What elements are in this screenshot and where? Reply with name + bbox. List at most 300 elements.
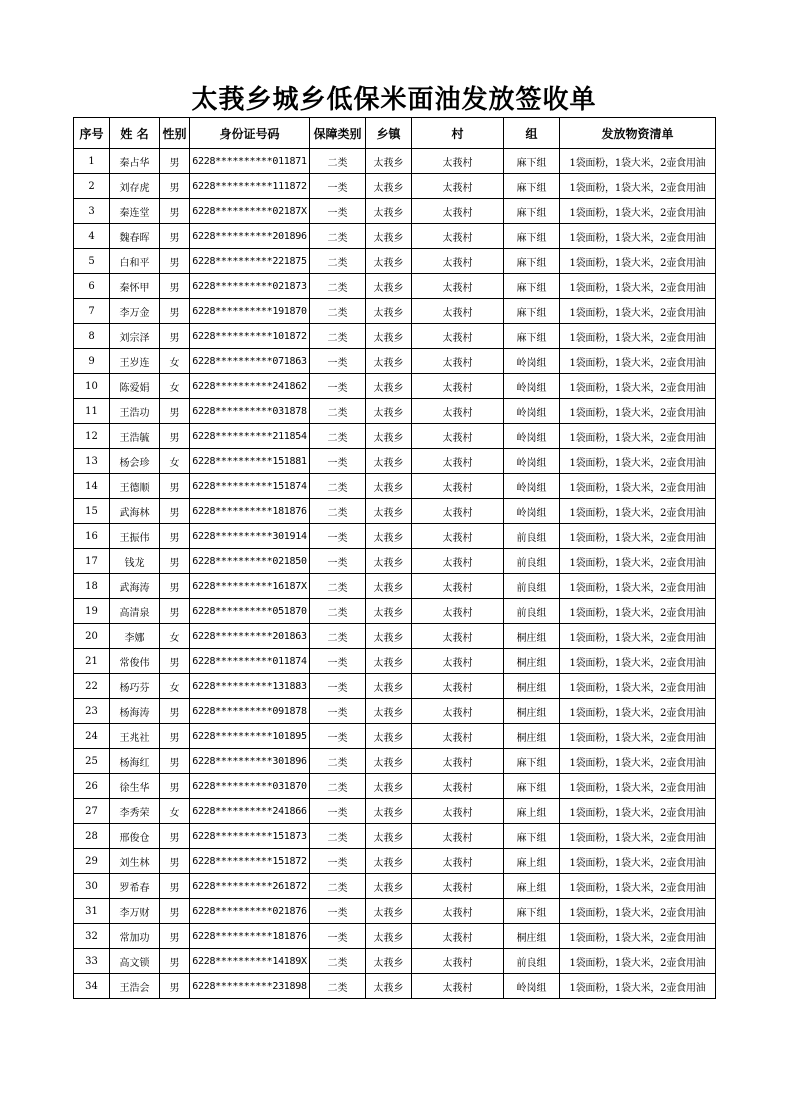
id-number-cell: 6228**********021876 (190, 899, 310, 924)
category-cell: 一类 (310, 174, 366, 199)
serial-cell: 13 (74, 449, 110, 474)
village-cell: 太莪村 (412, 649, 504, 674)
col-header-id-number: 身份证号码 (190, 118, 310, 149)
name-cell: 邢俊仓 (110, 824, 160, 849)
table-row (74, 249, 716, 274)
col-header-serial: 序号 (74, 118, 110, 149)
group-cell: 岭岗组 (504, 974, 560, 999)
village-cell: 太莪村 (412, 824, 504, 849)
serial-cell: 8 (74, 324, 110, 349)
name-cell: 杨海涛 (110, 699, 160, 724)
serial-cell: 25 (74, 749, 110, 774)
gender-cell: 男 (160, 299, 190, 324)
serial-cell: 34 (74, 974, 110, 999)
serial-cell: 15 (74, 499, 110, 524)
name-cell: 武海涛 (110, 574, 160, 599)
village-cell: 太莪村 (412, 599, 504, 624)
table-row (74, 549, 716, 574)
group-cell: 桐庄组 (504, 674, 560, 699)
gender-cell: 男 (160, 524, 190, 549)
id-number-cell: 6228**********231898 (190, 974, 310, 999)
category-cell: 一类 (310, 674, 366, 699)
name-cell: 常俊伟 (110, 649, 160, 674)
gender-cell: 男 (160, 224, 190, 249)
group-cell: 岭岗组 (504, 499, 560, 524)
village-cell: 太莪村 (412, 924, 504, 949)
name-cell: 秦连堂 (110, 199, 160, 224)
id-number-cell: 6228**********151872 (190, 849, 310, 874)
col-header-township: 乡镇 (366, 118, 412, 149)
group-cell: 岭岗组 (504, 474, 560, 499)
village-cell: 太莪村 (412, 699, 504, 724)
category-cell: 二类 (310, 399, 366, 424)
gender-cell: 男 (160, 724, 190, 749)
serial-cell: 20 (74, 624, 110, 649)
village-cell: 太莪村 (412, 324, 504, 349)
items-cell: 1袋面粉，1袋大米，2壶食用油 (560, 474, 716, 499)
gender-cell: 男 (160, 649, 190, 674)
gender-cell: 女 (160, 799, 190, 824)
table-row (74, 599, 716, 624)
category-cell: 二类 (310, 824, 366, 849)
table-row (74, 149, 716, 174)
items-cell: 1袋面粉，1袋大米，2壶食用油 (560, 799, 716, 824)
gender-cell: 男 (160, 399, 190, 424)
group-cell: 麻下组 (504, 274, 560, 299)
items-cell: 1袋面粉，1袋大米，2壶食用油 (560, 374, 716, 399)
items-cell: 1袋面粉，1袋大米，2壶食用油 (560, 599, 716, 624)
id-number-cell: 6228**********261872 (190, 874, 310, 899)
village-cell: 太莪村 (412, 574, 504, 599)
table-row (74, 174, 716, 199)
table-row (74, 474, 716, 499)
gender-cell: 男 (160, 174, 190, 199)
township-cell: 太莪乡 (366, 824, 412, 849)
serial-cell: 1 (74, 149, 110, 174)
township-cell: 太莪乡 (366, 274, 412, 299)
name-cell: 刘存虎 (110, 174, 160, 199)
township-cell: 太莪乡 (366, 524, 412, 549)
name-cell: 杨巧芬 (110, 674, 160, 699)
category-cell: 二类 (310, 974, 366, 999)
village-cell: 太莪村 (412, 274, 504, 299)
village-cell: 太莪村 (412, 174, 504, 199)
items-cell: 1袋面粉，1袋大米，2壶食用油 (560, 674, 716, 699)
id-number-cell: 6228**********101895 (190, 724, 310, 749)
table-row (74, 649, 716, 674)
village-cell: 太莪村 (412, 974, 504, 999)
category-cell: 一类 (310, 449, 366, 474)
group-cell: 麻下组 (504, 199, 560, 224)
serial-cell: 33 (74, 949, 110, 974)
township-cell: 太莪乡 (366, 374, 412, 399)
serial-cell: 24 (74, 724, 110, 749)
id-number-cell: 6228**********091878 (190, 699, 310, 724)
id-number-cell: 6228**********051870 (190, 599, 310, 624)
township-cell: 太莪乡 (366, 624, 412, 649)
group-cell: 麻下组 (504, 774, 560, 799)
township-cell: 太莪乡 (366, 874, 412, 899)
gender-cell: 男 (160, 974, 190, 999)
name-cell: 杨会珍 (110, 449, 160, 474)
id-number-cell: 6228**********071863 (190, 349, 310, 374)
items-cell: 1袋面粉，1袋大米，2壶食用油 (560, 549, 716, 574)
table-row (74, 674, 716, 699)
items-cell: 1袋面粉，1袋大米，2壶食用油 (560, 924, 716, 949)
table-row (74, 774, 716, 799)
id-number-cell: 6228**********151881 (190, 449, 310, 474)
group-cell: 岭岗组 (504, 399, 560, 424)
serial-cell: 18 (74, 574, 110, 599)
gender-cell: 女 (160, 624, 190, 649)
township-cell: 太莪乡 (366, 174, 412, 199)
items-cell: 1袋面粉，1袋大米，2壶食用油 (560, 774, 716, 799)
township-cell: 太莪乡 (366, 749, 412, 774)
township-cell: 太莪乡 (366, 574, 412, 599)
name-cell: 高清泉 (110, 599, 160, 624)
group-cell: 前良组 (504, 949, 560, 974)
serial-cell: 12 (74, 424, 110, 449)
village-cell: 太莪村 (412, 799, 504, 824)
township-cell: 太莪乡 (366, 149, 412, 174)
township-cell: 太莪乡 (366, 224, 412, 249)
col-header-group: 组 (504, 118, 560, 149)
items-cell: 1袋面粉，1袋大米，2壶食用油 (560, 299, 716, 324)
table-header-row (74, 118, 716, 149)
id-number-cell: 6228**********201863 (190, 624, 310, 649)
id-number-cell: 6228**********02187X (190, 199, 310, 224)
township-cell: 太莪乡 (366, 949, 412, 974)
township-cell: 太莪乡 (366, 349, 412, 374)
name-cell: 杨海红 (110, 749, 160, 774)
category-cell: 二类 (310, 424, 366, 449)
group-cell: 岭岗组 (504, 374, 560, 399)
group-cell: 前良组 (504, 599, 560, 624)
items-cell: 1袋面粉，1袋大米，2壶食用油 (560, 824, 716, 849)
gender-cell: 男 (160, 549, 190, 574)
village-cell: 太莪村 (412, 674, 504, 699)
id-number-cell: 6228**********211854 (190, 424, 310, 449)
name-cell: 徐生华 (110, 774, 160, 799)
id-number-cell: 6228**********111872 (190, 174, 310, 199)
township-cell: 太莪乡 (366, 299, 412, 324)
serial-cell: 28 (74, 824, 110, 849)
name-cell: 李娜 (110, 624, 160, 649)
category-cell: 二类 (310, 274, 366, 299)
township-cell: 太莪乡 (366, 474, 412, 499)
category-cell: 二类 (310, 249, 366, 274)
id-number-cell: 6228**********301896 (190, 749, 310, 774)
category-cell: 二类 (310, 599, 366, 624)
gender-cell: 男 (160, 424, 190, 449)
village-cell: 太莪村 (412, 424, 504, 449)
items-cell: 1袋面粉，1袋大米，2壶食用油 (560, 874, 716, 899)
table-row (74, 424, 716, 449)
col-header-gender: 性别 (160, 118, 190, 149)
village-cell: 太莪村 (412, 774, 504, 799)
village-cell: 太莪村 (412, 299, 504, 324)
village-cell: 太莪村 (412, 524, 504, 549)
village-cell: 太莪村 (412, 624, 504, 649)
serial-cell: 21 (74, 649, 110, 674)
village-cell: 太莪村 (412, 449, 504, 474)
items-cell: 1袋面粉，1袋大米，2壶食用油 (560, 524, 716, 549)
col-header-category: 保障类别 (310, 118, 366, 149)
serial-cell: 27 (74, 799, 110, 824)
name-cell: 王岁连 (110, 349, 160, 374)
category-cell: 一类 (310, 374, 366, 399)
group-cell: 前良组 (504, 574, 560, 599)
table-row (74, 199, 716, 224)
group-cell: 岭岗组 (504, 424, 560, 449)
village-cell: 太莪村 (412, 899, 504, 924)
table-row (74, 374, 716, 399)
group-cell: 前良组 (504, 549, 560, 574)
items-cell: 1袋面粉，1袋大米，2壶食用油 (560, 949, 716, 974)
name-cell: 秦怀甲 (110, 274, 160, 299)
category-cell: 一类 (310, 899, 366, 924)
township-cell: 太莪乡 (366, 674, 412, 699)
township-cell: 太莪乡 (366, 549, 412, 574)
township-cell: 太莪乡 (366, 924, 412, 949)
gender-cell: 男 (160, 149, 190, 174)
table-row (74, 749, 716, 774)
category-cell: 二类 (310, 749, 366, 774)
table-row (74, 949, 716, 974)
group-cell: 麻下组 (504, 149, 560, 174)
township-cell: 太莪乡 (366, 774, 412, 799)
village-cell: 太莪村 (412, 849, 504, 874)
name-cell: 王浩功 (110, 399, 160, 424)
items-cell: 1袋面粉，1袋大米，2壶食用油 (560, 749, 716, 774)
village-cell: 太莪村 (412, 724, 504, 749)
group-cell: 麻上组 (504, 874, 560, 899)
items-cell: 1袋面粉，1袋大米，2壶食用油 (560, 249, 716, 274)
name-cell: 陈爱娟 (110, 374, 160, 399)
serial-cell: 30 (74, 874, 110, 899)
table-row (74, 224, 716, 249)
serial-cell: 14 (74, 474, 110, 499)
name-cell: 白和平 (110, 249, 160, 274)
category-cell: 一类 (310, 549, 366, 574)
category-cell: 二类 (310, 949, 366, 974)
category-cell: 二类 (310, 774, 366, 799)
serial-cell: 9 (74, 349, 110, 374)
name-cell: 高文锁 (110, 949, 160, 974)
table-row (74, 574, 716, 599)
group-cell: 麻下组 (504, 249, 560, 274)
gender-cell: 女 (160, 449, 190, 474)
village-cell: 太莪村 (412, 149, 504, 174)
gender-cell: 男 (160, 849, 190, 874)
gender-cell: 男 (160, 249, 190, 274)
serial-cell: 26 (74, 774, 110, 799)
serial-cell: 29 (74, 849, 110, 874)
col-header-village: 村 (412, 118, 504, 149)
table-row (74, 724, 716, 749)
items-cell: 1袋面粉，1袋大米，2壶食用油 (560, 399, 716, 424)
category-cell: 一类 (310, 799, 366, 824)
serial-cell: 22 (74, 674, 110, 699)
name-cell: 李万金 (110, 299, 160, 324)
id-number-cell: 6228**********021873 (190, 274, 310, 299)
gender-cell: 男 (160, 949, 190, 974)
items-cell: 1袋面粉，1袋大米，2壶食用油 (560, 974, 716, 999)
table-row (74, 849, 716, 874)
gender-cell: 男 (160, 599, 190, 624)
village-cell: 太莪村 (412, 249, 504, 274)
id-number-cell: 6228**********021850 (190, 549, 310, 574)
category-cell: 一类 (310, 524, 366, 549)
items-cell: 1袋面粉，1袋大米，2壶食用油 (560, 224, 716, 249)
id-number-cell: 6228**********181876 (190, 499, 310, 524)
village-cell: 太莪村 (412, 949, 504, 974)
township-cell: 太莪乡 (366, 849, 412, 874)
group-cell: 桐庄组 (504, 724, 560, 749)
category-cell: 二类 (310, 624, 366, 649)
id-number-cell: 6228**********151874 (190, 474, 310, 499)
category-cell: 二类 (310, 149, 366, 174)
village-cell: 太莪村 (412, 499, 504, 524)
village-cell: 太莪村 (412, 399, 504, 424)
gender-cell: 男 (160, 324, 190, 349)
id-number-cell: 6228**********241866 (190, 799, 310, 824)
group-cell: 麻上组 (504, 799, 560, 824)
township-cell: 太莪乡 (366, 899, 412, 924)
items-cell: 1袋面粉，1袋大米，2壶食用油 (560, 899, 716, 924)
id-number-cell: 6228**********031870 (190, 774, 310, 799)
items-cell: 1袋面粉，1袋大米，2壶食用油 (560, 199, 716, 224)
name-cell: 王浩毓 (110, 424, 160, 449)
table-row (74, 974, 716, 999)
category-cell: 二类 (310, 224, 366, 249)
name-cell: 王兆社 (110, 724, 160, 749)
id-number-cell: 6228**********011871 (190, 149, 310, 174)
table-row (74, 524, 716, 549)
category-cell: 一类 (310, 199, 366, 224)
group-cell: 麻下组 (504, 899, 560, 924)
table-row (74, 824, 716, 849)
table-row (74, 349, 716, 374)
items-cell: 1袋面粉，1袋大米，2壶食用油 (560, 424, 716, 449)
serial-cell: 3 (74, 199, 110, 224)
serial-cell: 31 (74, 899, 110, 924)
items-cell: 1袋面粉，1袋大米，2壶食用油 (560, 449, 716, 474)
table-body (74, 149, 716, 999)
gender-cell: 男 (160, 274, 190, 299)
gender-cell: 男 (160, 824, 190, 849)
serial-cell: 2 (74, 174, 110, 199)
id-number-cell: 6228**********201896 (190, 224, 310, 249)
group-cell: 麻下组 (504, 174, 560, 199)
serial-cell: 32 (74, 924, 110, 949)
gender-cell: 男 (160, 774, 190, 799)
township-cell: 太莪乡 (366, 324, 412, 349)
name-cell: 王振伟 (110, 524, 160, 549)
table-row (74, 324, 716, 349)
id-number-cell: 6228**********241862 (190, 374, 310, 399)
id-number-cell: 6228**********221875 (190, 249, 310, 274)
serial-cell: 17 (74, 549, 110, 574)
col-header-name: 姓 名 (110, 118, 160, 149)
serial-cell: 23 (74, 699, 110, 724)
name-cell: 李秀荣 (110, 799, 160, 824)
township-cell: 太莪乡 (366, 449, 412, 474)
township-cell: 太莪乡 (366, 974, 412, 999)
gender-cell: 男 (160, 474, 190, 499)
group-cell: 桐庄组 (504, 699, 560, 724)
group-cell: 岭岗组 (504, 349, 560, 374)
group-cell: 麻上组 (504, 849, 560, 874)
category-cell: 一类 (310, 924, 366, 949)
document-title: 太莪乡城乡低保米面油发放签收单 (191, 85, 597, 115)
table-row (74, 874, 716, 899)
township-cell: 太莪乡 (366, 399, 412, 424)
serial-cell: 5 (74, 249, 110, 274)
village-cell: 太莪村 (412, 549, 504, 574)
table-row (74, 699, 716, 724)
id-number-cell: 6228**********101872 (190, 324, 310, 349)
name-cell: 王浩会 (110, 974, 160, 999)
village-cell: 太莪村 (412, 874, 504, 899)
serial-cell: 19 (74, 599, 110, 624)
items-cell: 1袋面粉，1袋大米，2壶食用油 (560, 699, 716, 724)
items-cell: 1袋面粉，1袋大米，2壶食用油 (560, 849, 716, 874)
items-cell: 1袋面粉，1袋大米，2壶食用油 (560, 624, 716, 649)
gender-cell: 男 (160, 699, 190, 724)
township-cell: 太莪乡 (366, 199, 412, 224)
village-cell: 太莪村 (412, 199, 504, 224)
gender-cell: 男 (160, 924, 190, 949)
serial-cell: 7 (74, 299, 110, 324)
name-cell: 钱龙 (110, 549, 160, 574)
gender-cell: 男 (160, 899, 190, 924)
group-cell: 麻下组 (504, 824, 560, 849)
id-number-cell: 6228**********011874 (190, 649, 310, 674)
group-cell: 桐庄组 (504, 924, 560, 949)
category-cell: 二类 (310, 474, 366, 499)
table-row (74, 924, 716, 949)
id-number-cell: 6228**********14189X (190, 949, 310, 974)
group-cell: 桐庄组 (504, 649, 560, 674)
serial-cell: 6 (74, 274, 110, 299)
table-row (74, 799, 716, 824)
gender-cell: 男 (160, 499, 190, 524)
items-cell: 1袋面粉，1袋大米，2壶食用油 (560, 324, 716, 349)
table-row (74, 899, 716, 924)
table-row (74, 274, 716, 299)
village-cell: 太莪村 (412, 374, 504, 399)
table-row (74, 624, 716, 649)
items-cell: 1袋面粉，1袋大米，2壶食用油 (560, 499, 716, 524)
items-cell: 1袋面粉，1袋大米，2壶食用油 (560, 274, 716, 299)
township-cell: 太莪乡 (366, 499, 412, 524)
id-number-cell: 6228**********16187X (190, 574, 310, 599)
id-number-cell: 6228**********031878 (190, 399, 310, 424)
name-cell: 李万财 (110, 899, 160, 924)
items-cell: 1袋面粉，1袋大米，2壶食用油 (560, 724, 716, 749)
items-cell: 1袋面粉，1袋大米，2壶食用油 (560, 649, 716, 674)
group-cell: 岭岗组 (504, 449, 560, 474)
group-cell: 前良组 (504, 524, 560, 549)
table-row (74, 449, 716, 474)
name-cell: 刘生林 (110, 849, 160, 874)
township-cell: 太莪乡 (366, 724, 412, 749)
name-cell: 刘宗泽 (110, 324, 160, 349)
id-number-cell: 6228**********151873 (190, 824, 310, 849)
id-number-cell: 6228**********131883 (190, 674, 310, 699)
category-cell: 二类 (310, 324, 366, 349)
